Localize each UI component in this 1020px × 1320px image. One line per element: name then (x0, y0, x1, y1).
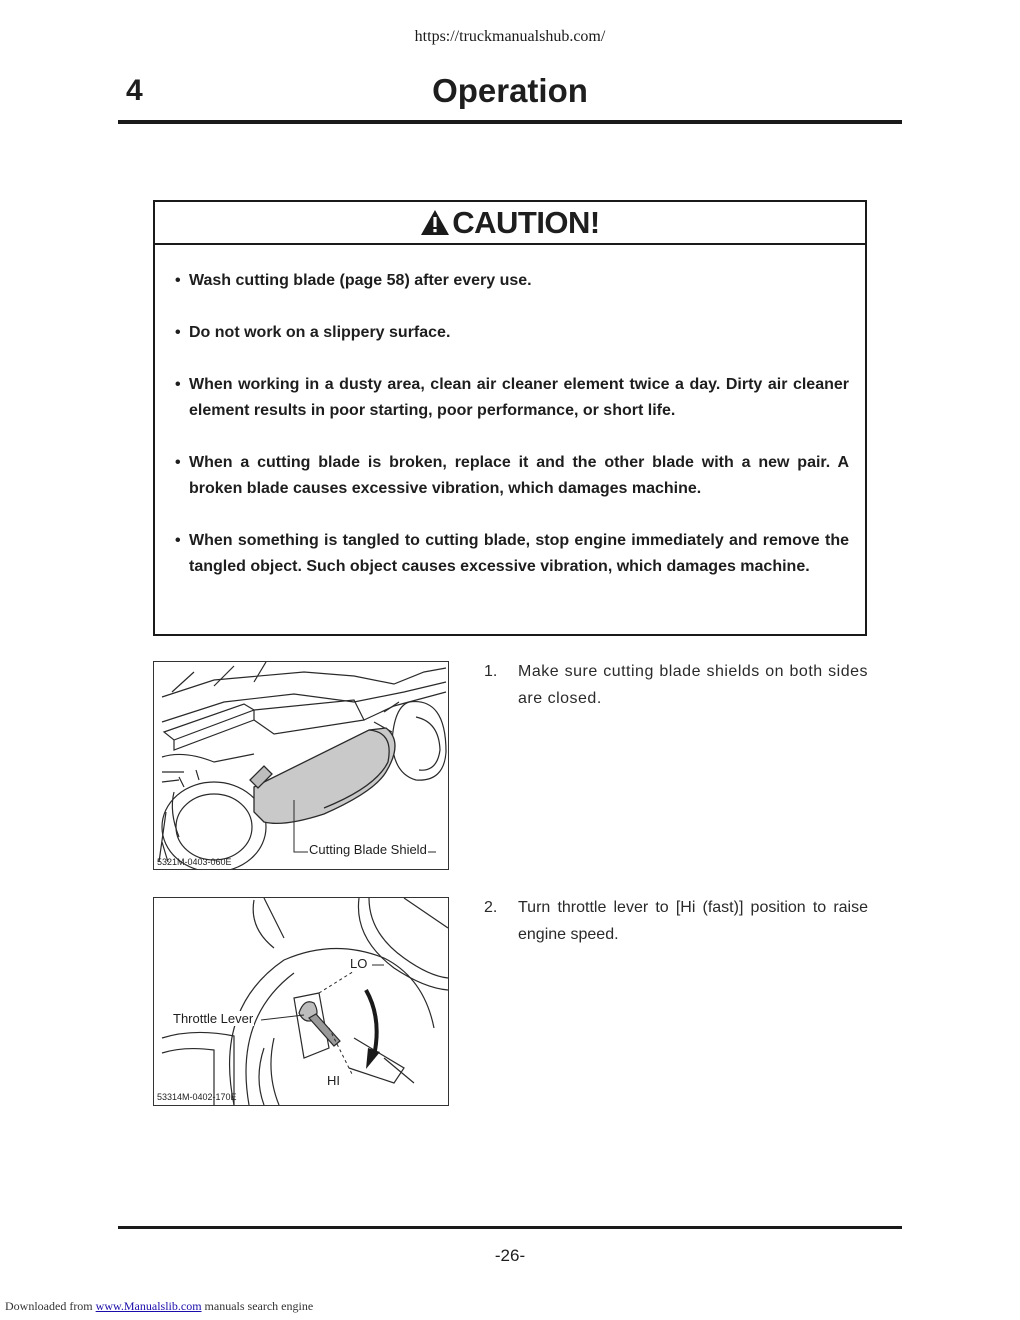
caution-item (175, 372, 849, 424)
credit-prefix: Downloaded from (5, 1299, 93, 1313)
step-2 (484, 894, 868, 948)
bullet: • (175, 272, 181, 289)
download-credit (5, 1299, 313, 1314)
throttle-lever-figure (153, 897, 449, 1106)
caution-item (175, 528, 849, 580)
source-url: https://truckmanualshub.com/ (414, 28, 606, 45)
caution-box (153, 200, 867, 636)
throttle-lever-label: Throttle Lever (173, 1011, 254, 1026)
bullet: • (175, 324, 181, 341)
step-number: 1. (484, 663, 498, 680)
warning-triangle-icon (420, 209, 450, 236)
chapter-number: 4 (126, 74, 143, 107)
mower-deck-illustration (154, 662, 448, 869)
bullet: • (175, 532, 181, 549)
step-number: 2. (484, 899, 498, 916)
cutting-blade-shield-figure (153, 661, 449, 870)
caution-list (155, 245, 865, 580)
caution-title: CAUTION! (452, 204, 600, 240)
step-1 (484, 658, 868, 712)
lo-label: LO (350, 956, 368, 971)
caution-item-text: When a cutting blade is broken, replace it and the other blade with a new pair. A broken blade causes excessive vibration, which damages machine. (189, 454, 849, 497)
figure-code: 53314M-0402-170E (157, 1092, 237, 1102)
credit-suffix: manuals search engine (204, 1299, 314, 1313)
caution-item (175, 268, 849, 294)
caution-item (175, 320, 849, 346)
bullet: • (175, 376, 181, 393)
hi-label: HI (327, 1073, 340, 1088)
caution-item (175, 450, 849, 502)
cutting-blade-shield-label: Cutting Blade Shield (309, 842, 427, 857)
manualslib-link[interactable]: www.Manualslib.com (95, 1299, 202, 1313)
page-number: -26- (494, 1246, 526, 1265)
header-rule (118, 120, 902, 124)
chapter-title: Operation (432, 72, 588, 109)
step-text: Turn throttle lever to [Hi (fast)] position to raise engine speed. (518, 899, 868, 943)
bullet: • (175, 454, 181, 471)
caution-item-text: When working in a dusty area, clean air cleaner element twice a day. Dirty air cleaner element results in poor starting, poor performance, or short life. (189, 376, 849, 419)
caution-header (155, 202, 865, 245)
caution-item-text: Do not work on a slippery surface. (189, 324, 451, 341)
figure-code: 5321M-0403-060E (157, 857, 232, 867)
throttle-lever-illustration (154, 898, 448, 1105)
caution-item-text: Wash cutting blade (page 58) after every use. (189, 272, 532, 289)
footer-rule (118, 1226, 902, 1229)
caution-item-text: When something is tangled to cutting blade, stop engine immediately and remove the tangled object. Such object causes excessive vibration, which damages machine. (189, 532, 849, 575)
step-text: Make sure cutting blade shields on both sides are closed. (518, 663, 868, 707)
